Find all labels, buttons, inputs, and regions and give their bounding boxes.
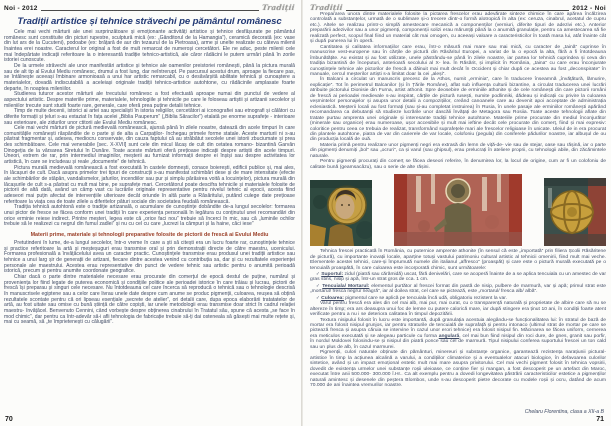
magazine-logo: Tradiții [261,3,296,12]
magazine-logo: Tradiții [309,3,344,12]
paragraph: Studierea tuturor acestor mărturii ale trecutului românesc a fost efectuată aproape numai din punctul de vedere al aspectului artistic. Despre materiile prime, materialele, tehnologiile și tehnicile pe care le foloseau artiștii și artizanii secolelor și mileniilor trecute sunt studii foarte rare, generale, care oferă prea puține detalii tehnice. [4,91,295,109]
page-number-left: 70 [5,416,13,423]
header-rule [346,9,570,11]
header-issue-right: 2012 - Noi [572,5,606,12]
paragraph: Tradiția tehnică autohtonă este o tradiție artizanală, o acumulare de cunoștințe dobândite de-a lungul secolelor: formarea unui pictor de fresce se făcea conform unei tradiții în care experiența personală în legătura cu conținutul unei recomandări din orice erminie reiese indirect. Printre meșteri, legea este că „orice faci nou” trebuie să încerci în mic, sau că „luminile ochilor trebuie să le realizezi cu negrul din fumul zadlei” și nu cu cel cu care „lucrezi la câmpuri și la haine, căci iese” [4,204,295,228]
paragraph: Pigmenții, culori naturale obținute din pământuri, minereuri și substanțe organice, garantează rezistența narațiunii pictural- artistice în timp la acțiunea alcalină a varului, a condițiilor climaterice și a eventualelor atacuri biologice, în defavoarea culorilor sintetice, având și un impact emoțional estetic mult mai mare asupra privitorului. Cel mai vechi pigment folosit în tehnica vopsirii, dovedit de existența urmelor unei substanțe roșii uleioase, ce conține fier și mangan, a fost descoperit pe un artefact din Maroc, executat între anii 500.000- 300.000 î.Hr.. Ca alt exemplu pentru a dovedi longevitatea păstrării caracteristicilor estetice a pigmenților naturali amintesc și desenele din peștera Blombos, unde s-au descoperit pietre decorate cu modele roșii și ocru, datând de acum 70.000 de ani înaintea vremurilor noastre. [310,350,606,389]
paragraph: În Balcani a circulat un manuscris grecesc de la Athos, numit „erminia”, care în traducere înseamnă „învățătură, lămurire, explicație”. Tot în perimetrul Balcanilor (și în Țările Române), aflat sub influența culturii bizantine, a circulat traducerea unei lucrări atribuite pictorului Dionisie din Furna, artist athonit. Spre deosebire de erminiile athonite și de cele românești din care pictorii români de frescă ai perioadei medievale s-au inspirat, cărțile de pictură rusești, numite podlinniki, dădeau și indicații cu privire la culoarea veșmintelor personajelor și asupra unor detalii a compozițiilor, creând canoanele care au devenit apoi acceptate de administrația eclesiastică. Meșterii locali au fost formați (sau și-au completat instruirea) în Rusia, în unele pasaje ale erminiilor românești apărând recomandarea ca debutanții să studieze lucrările unor dascăli învățați de Metagora sau Rosiia. Toate aceste tehnologii aflate din tratate purtau amprenta unei originale și interesante tradiții tehnice autohtone. Materiile prime procurate din mediul înconjurător (minerale sau organice) erau numeroase, ușor accesibile și mult mai ieftine decât cele procurate din comerț, fiind și mai expresiv: coloritice pentru ceea ce trebuia de realizat, transformând suprafețele mari ale frescelor religioase în unicate. Uleiul de in era procurat din plantele autohtone, piatra de var din carierele de var locale, colofoniu (pegula) din coniferele pădurilor noastre, iar albușul de ou din producția locală de ouă. [310,77,606,143]
paragraph: De la urmele străvechi ale unor manifestări artistice și tehnice ale oamenilor preistoriei românești, până la pictura murală sau de alt tip al Evului Mediu românesc, drumul a fost lung, dar neîntrerupt. Pe parcursul acestui drum, aproape la fiecare pas, se întâlnește aceeași îmbinare armonioasă a unui har artistic remarcabil, cu o desăvârșită abilitate tehnică și cunoaștere a materialelor, dovadă indiscutabilă a aceleiași originale tradiții tehnico-artistice autohtone, cu rădăcinile amplasate foarte departe, în noaptea mileniilor. [4,62,295,92]
list-item-mortar: ✓ Tencuiala/ Mortarul: elementul purtător al frescei format din pastă de nisip, pulbere de marmură, var și apă; primul strat este „mortarul/ fresca negru/ neagră”, iar al doilea strat, cel care se pictează, este „mortarul/ fresca alb/ albă”. [310,282,607,295]
check-icon: ✓ [316,270,320,276]
paragraph: Varul pentru frescă era ales din cel mai alb, mai pur, mai curat, cu o transparență naturală și proprietate de albire care să nu se altereze în timp; era ars deasupra unui foc de lemne cu putere calorică mare, iar după stingere era ținut 10 ani, în condiții foarte atent verificate pentru a nu i se deteriora calitatea în timpul depozitării. [310,301,606,318]
section-heading: Materii prime, materiale și tehnologii preparative folosite de pictorii de frescă ai Evului Mediu [30,231,269,238]
check-icon: ✓ [316,294,320,300]
paragraph: Tehnica frescei practicată în România, cu puternice amprente athonite (în sensul că este „importată” prin filiera Școlii Răsăritene de pictură), cu importante inovații locale, aparține totuși vastului patrimoniu cultural artistic al tehnicii omenirii, fiind mult mai veche. Elementele acestei tehnici, care-și împrumută numele din italianul „affresco” (proaspăt) și care este o pictură murală executată pe o tencuială proaspătă, în care culoarea este incorporată chimic, sunt următoarele: [310,249,606,271]
paragraph: Pictura murală medievală românească a fost executată în castele domnești, conace boierești, edificii publice și, mai ales, în lăcașuri de cult. Dacă asupra primelor trei tipuri de construcții s-au manifestat schimbări dese și de mare intensitate (efecte ale schimbărilor de stăpân, vandalismelor, jafurilor, incendiilor sau pur și simplu părăsirea voită a locuințelor), pictura murală din lăcașurile de cult s-a păstrat cu mult mai bine, pe suprafețe mari. Cercetătorul poate descifra tehnicile și materialele folosite de pictorii de altă dată, având un câmp vast cu lucrările originale representative pentru nivelul tehnic al epocii, acesta fiind adeseori mai puțin afectat de intervențiile ulterioare decât oriunde în altă parte a Răsăritului, putând culege date prețioase referitoare la viața cea de toate zilele a diferitelor pături sociale din societatea feudală românească. [4,164,295,205]
list-item-color: ✓ Culoarea: pigmentul care se aplică pe tencuiala încă udă, obligatoriu rezistent la var. [316,294,507,301]
list-item-support: ✓ Suportul: zidul (piatră sau cărămidă) uscat, fără denivelări, care se acoperă înainte de a se aplica tencuiala cu un amestec de var gras stins, nisip și apă, într-un strat gros de cca. 1 cm. [310,270,606,283]
page-number-right: 71 [596,416,604,423]
check-icon: ✓ [316,282,321,288]
paragraph: Prepararea unora dintre materialele folosite la pictarea frescelor erau adevărate sinteze chimice în care apărea încălzirea controlată a substanțelor, urmată de o sublimare și-o trecere dintr-o formă alotropică în alta (ex: ceruza, cinabrul, acetatul de cupru etc.). Altele se realizau printr-o simplă amestecare mecanică a componenților (verniuri, diferite tipuri de adezivi etc.). Anterior preparării adezivilor sau a unor pigmenți, componenții solizi erau mărunțiți până la o anumită granulație, pentru ca amestecarea să fie realizată perfect, scopul final fiind un material cât mai omogen, cu aceeași valoare a caracteristicilor în toată masa lui, atât înainte cât și după punerea lui în operă. [310,12,606,45]
page-left [0,0,302,426]
fresco-saint-with-halo-image [310,180,372,246]
header-rule [41,9,260,11]
paragraph: Materia primă pentru realizare unor pigmenți negri era extrasă din lemn de viță-de- vie sau de stejar, oase sau rășină, iar o parte din pigmenți denumiți „bol” sau „ocruri”, ca și varul (sau ghipsul), erau prelucrați în ateliere proprii, cu tehnologii abile, din zăcămintele naturale. [310,142,606,159]
header-issue-left: Noi - 2012 [4,5,38,12]
paragraph-sand: Textura nisipului folosit în lucru este importantă, după granulația acestuia alegându-se funcționalitatea lui: în stratul de bază de mortar era folosit nisipul grunjos, iar pentru straturile de tencuială de suprafață și pentru intonaco (ultimul strat de mortar pe care se pictează fresca și asupra căruia se intervine în cazul unor erori tehnice) era folosit nisipul fin. Măcinarea se făcea uniform, cernerea era meticulos executată și se alegeau particule cu forma angulară, cel mai bun fiind nisipul din roci dure, de gnes, granit sau porfir, în nordul Moldovei folosindu-se și nisipul din piatră ponce sau cel de marmură. Tipul nisipului conferea suportului frescei un ton cald sau un plus de alb, în cazul marmurei. [310,317,606,350]
fresco-figure-on-red-ground-image [394,174,522,246]
author-signature: Chelaru Florentina, clasa a XII-a B [524,409,604,415]
fresco-golden-sphere-image [544,178,606,246]
paragraph: Cele mai vechi mărturii de pictură medievală românească, ajunsă până în zilele noastre, datează din acele timpuri în care comunitățile românești răspândite de o parte și de alta a Carpaților- închegau primele forme statale. Aceste marturii ni s-au păstrat fragmentar și, adesea, mediocru conservate, din cauza faptului că au străbătut secolele unei istorii zbuciumate și prea des schimbătoare. Cele mai venerabile [sec. X-XVII] sunt cele din micul lăcaș de cult din cetatea romano- bizantină Garvăn Dinogeția de la vărsarea Siretului în Dunăre. Toate aceste mărturii oferă prețioase indicații despre artiștii din acele timpuri. Uneori, extrem de rar, prin intermediul imaginilor, meșterii au furnizat informații despre ei înșiși sau despre activitatea lor artistică, în care se includeau și reale „documente” de tehnică. [4,125,295,166]
paragraph: Chiar dacă o parte dintre materialele necesare erau procurate din comerțul de epocă destul de puține, numărul și proveniența lor fiind legate de puterea economică și condițiile politice ale perioadei istorice în care trăiau și lucrau, pictorii de frescă își preparau și singuri cele necesare. Nu întotdeauna cel care încerca să reproducă o tehnică sau o tehnologie descrisă în manuscrisele egiptene sau a celor care livrau unele date despre cum anume se produc pigmenții, culoarea, reușea să obțină rezultatele scontate pentru că ori lipseau esențiale „secrete de atelier”, ori detalii care, dupa epoca elaborării tratatatelor de artă, au fost uitate sau omise cu bună știință de către copiști, iar unele metodologii erau transmise doar strict în cadrul relației maestru- învățăcel. Benvenuto Cennini, când vorbește despre obținerea cinabrului în Tratatul său, spune că acesta „se face în mod chimic”, dar pentru ca într-adevăr să-i afli tehnologia de fabricație trebuie să-ți dai osteneala să găsești mai multe rețete și, mai cu seamă, să „te împrietenești cu călugării”. [4,273,295,326]
page-right [303,0,611,426]
article-title: Tradiții artistice și tehnice străvechi pe pământul românesc [17,16,282,27]
paragraph: Pentru pigmenții procurați din comerț se făcea deseori referire, în denumirea lor, la locul de origine, cum ar fi un colofoniu de calitate bună (geamsacâzu), sau o serie de alte rășini. [310,159,606,170]
left-page-header [4,2,295,12]
paragraph: Cantitatea și calitatea informațiilor care erau, într-o măsură mai mare sau mai mică, cu caracter de „taină” cuprinse în manuscrise vest-europene sau în cărțile de pictură din Răsăritul Europei, a variat de la o epocă la alta, fără a fi întotdeauna îmbunătățite. Au existat și au fost utilizate, unele păstrându-se până în zilele noastre, iar partea lor tehnică cuprindea și ceva din tradiția bizantină de începuturi, anterioară secolului al X- lea. În Răsărit, și implicit în România, „taina” cu care erau înconjurate cunoștințele tehnice ale pictorilor de frescă a dăinuit mai mult decât în Occident și chiar după ce acestea au fost „deconspirate” în manuale, cercul meșterilor artiști s-a limitat doar la cei „aleși”. [310,44,606,77]
paragraph: Cele mai vechi mărturii ale unei surprinzătoare și emoționante activități artistice și tehnice desfășurate pe pământul românesc sunt constituite din picturi rupestre, sculptură mică (ex: „Gânditorul de la Hamangia”), ceramică decorată (ex: vase din lut ars de la Cucuteni), podoabe (ex: brățară de aur din tezaurul de la Pietroasa), arme și unelte realizate cu câteva milenii înaintea erei noastre. Caracterul lor original a fost de mult remarcat de numeroși cercetători. Ele ne aduc, peste milenii cele mai îndepărtate indicații referitoare la o interesantă tradiție tehnico-artistică, ale căror rădăcini le putem urmări până în zorile istoriei cunoscute. [4,29,295,64]
paragraph: Timp de multe decenii, istorici ai artei sau specialiști în istoria religiilor, cercetători ai iconografiei sau etnografi și călători cu diferite formații și țeluri s-au extaziat în fața acelei „Biblia Pauperum” („Biblia Săracilor”) etalată pe enorme suprafețe - interioare sau exterioare, ale zidurilor unor ctitorii ale Evului Mediu românesc. [4,108,295,126]
fresco-images-row [310,174,606,246]
paragraph: Pretutindeni în lume, de-a lungul secolelor, într-o vreme în care a ști să citești era un lucru foarte rar, cunoștințele tehnice și practice referitoare la artă și meșteșuguri erau transmise oral și prin demonstrații directe de către maestru, ucenicului. Formarea profesională a învățăcelului avea un caracter practic. Cunoștințele transmise erau produsul unei tradiții artistice sau tehnice a unui larg șir de generații de artizani, fiecare dintre acestea venind cu contribuția sa, dar și cu rezultatele experienței personale ale maestrului. Acestea erau representative din punct de vedere tehnic sau artistic pentru o anumită perioadă istorică, precum și pentru anumite coordonate geografice. [4,239,295,275]
right-page-header [310,2,606,12]
